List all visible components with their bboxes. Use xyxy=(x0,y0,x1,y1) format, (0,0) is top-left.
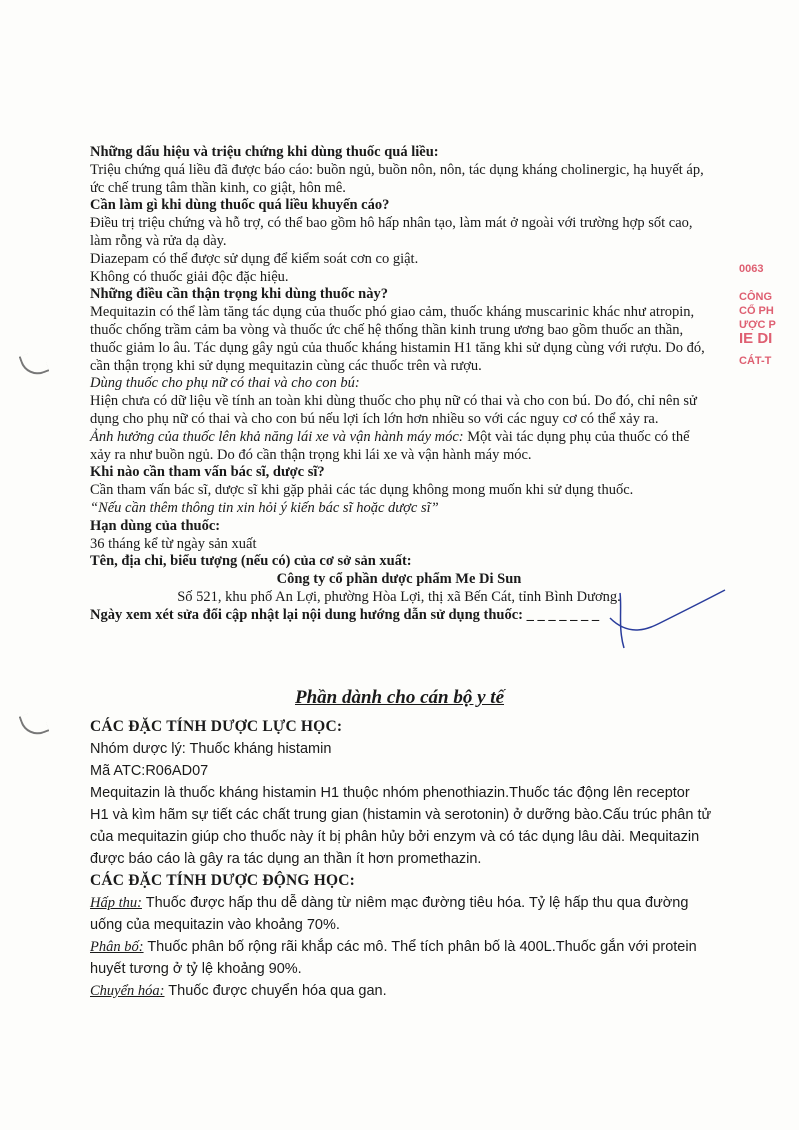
pharmacodynamics-text: Mequitazin là thuốc kháng histamin H1 thuộc nhóm phenothiazin.Thuốc tác động lên receptor H1 và kìm hãm sự tiết các chất trung gian (histamin và serotonin) ở dưỡng bào.Cấu trúc phân tử của mequitazin giúp cho thuốc này ít bị phân hủy bởi enzym và có tác dụng lâu dài. Mequitazin được báo cáo là gây ra tác dụng an thần ít hơn promethazin. xyxy=(90,785,712,867)
absorption-text: Thuốc được hấp thu dễ dàng từ niêm mạc đường tiêu hóa. Tỷ lệ hấp thu qua đường uống của mequitazin vào khoảng 70%. xyxy=(90,895,689,933)
atc-code: Mã ATC:R06AD07 xyxy=(90,763,209,779)
pregnancy-text: Hiện chưa có dữ liệu về tính an toàn khi dùng thuốc cho phụ nữ có thai và cho con bú. Do đó, chỉ nên sử dụng cho phụ nữ có thai và cho con bú nếu lợi ích lớn hơn nhiều so với các nguy cơ có thể xảy ra. xyxy=(90,393,697,427)
stamp-line: CỔ PH xyxy=(739,305,774,317)
review-date-label: Ngày xem xét sửa đổi cập nhật lại nội dung hướng dẫn sử dụng thuốc: xyxy=(90,606,523,623)
overdose-antidote-text: Không có thuốc giải độc đặc hiệu. xyxy=(90,268,289,285)
pharmacologic-group: Nhóm dược lý: Thuốc kháng histamin xyxy=(90,741,332,757)
manufacturer-name: Công ty cổ phần dược phẩm Me Di Sun xyxy=(276,571,522,588)
pharmacokinetics-heading: CÁC ĐẶC TÍNH DƯỢC ĐỘNG HỌC: xyxy=(90,872,356,889)
absorption-label: Hấp thu: xyxy=(90,895,142,911)
metabolism-label: Chuyển hóa: xyxy=(90,983,165,999)
company-stamp xyxy=(739,262,799,382)
distribution-paragraph xyxy=(90,936,712,980)
expiry-text: 36 tháng kể từ ngày sản xuất xyxy=(90,535,257,552)
consult-heading: Khi nào cần tham vấn bác sĩ, dược sĩ? xyxy=(90,464,325,481)
review-date-value: _ _ _ _ _ _ _ xyxy=(526,606,600,623)
overdose-diazepam-text: Diazepam có thể được sử dụng để kiểm soát cơn co giật. xyxy=(90,250,419,267)
handwritten-signature xyxy=(600,588,740,658)
precautions-text: Mequitazin có thể làm tăng tác dụng của thuốc phó giao cảm, thuốc kháng muscarinic khác như atropin, thuốc chống trầm cảm ba vòng và thuốc ức chế hệ thống thần kinh trung ương bao gồm thuốc an thần, thuốc giảm lo âu. Tác dụng gây ngủ của thuốc kháng histamin H1 tăng khi sử dụng cùng với rượu. Do đó, cần thận trọng khi sử dụng mequitazin cùng các thuốc trên và rượu. xyxy=(90,304,705,374)
metabolism-paragraph xyxy=(90,980,712,1002)
distribution-label: Phân bố: xyxy=(90,939,144,955)
section-title: Phần dành cho cán bộ y tế xyxy=(294,687,505,708)
driving-heading: Ảnh hưởng của thuốc lên khả năng lái xe và vận hành máy móc: xyxy=(90,428,464,445)
consult-text: Cần tham vấn bác sĩ, dược sĩ khi gặp phải các tác dụng không mong muốn khi sử dụng thuốc. xyxy=(90,482,634,499)
pharmacodynamics-heading: CÁC ĐẶC TÍNH DƯỢC LỰC HỌC: xyxy=(90,718,343,735)
patient-info-section xyxy=(90,144,708,625)
absorption-paragraph xyxy=(90,892,712,936)
metabolism-text: Thuốc được chuyển hóa qua gan. xyxy=(164,983,387,999)
punch-hole-mark xyxy=(19,349,50,380)
stamp-line: CÁT-T xyxy=(739,355,772,367)
overdose-signs-heading: Những dấu hiệu và triệu chứng khi dùng thuốc quá liều: xyxy=(90,144,439,160)
manufacturer-address: Số 521, khu phố An Lợi, phường Hòa Lợi, thị xã Bến Cát, tỉnh Bình Dương. xyxy=(177,588,621,605)
pregnancy-heading: Dùng thuốc cho phụ nữ có thai và cho con bú: xyxy=(90,375,360,392)
distribution-text: Thuốc phân bố rộng rãi khắp các mô. Thể tích phân bố là 400L.Thuốc gắn với protein huyết tương ở tỷ lệ khoảng 90%. xyxy=(90,939,697,977)
healthcare-section xyxy=(90,716,712,1002)
expiry-heading: Hạn dùng của thuốc: xyxy=(90,517,221,534)
driving-text: Một vài tác dụng phụ của thuốc có thể xảy ra như buồn ngủ. Do đó cần thận trọng khi lái xe và vận hành máy móc. xyxy=(90,428,690,463)
overdose-signs-text: Triệu chứng quá liều đã được báo cáo: buồn ngủ, buồn nôn, nôn, tác dụng kháng cholinergic, hạ huyết áp, ức chế trung tâm thần kinh, co giật, hôn mê. xyxy=(90,161,704,196)
overdose-action-heading: Cần làm gì khi dùng thuốc quá liều khuyến cáo? xyxy=(90,197,390,214)
manufacturer-heading: Tên, địa chỉ, biểu tượng (nếu có) của cơ sở sản xuất: xyxy=(90,553,412,570)
stamp-line: 0063 xyxy=(739,263,764,275)
overdose-action-text: Điều trị triệu chứng và hỗ trợ, có thể bao gồm hô hấp nhân tạo, làm mát ở ngoài với trường hợp sốt cao, làm rỗng và rửa dạ dày. xyxy=(90,215,693,249)
precautions-heading: Những điều cần thận trọng khi dùng thuốc này? xyxy=(90,286,388,303)
driving-paragraph xyxy=(90,429,708,465)
consult-quote: “Nếu cần thêm thông tin xin hỏi ý kiến bác sĩ hoặc dược sĩ” xyxy=(90,499,439,516)
stamp-line: CÔNG xyxy=(739,291,772,303)
stamp-line: ƯỢC P xyxy=(739,319,776,331)
punch-hole-mark xyxy=(19,709,50,740)
stamp-line: IE DI xyxy=(739,330,773,347)
